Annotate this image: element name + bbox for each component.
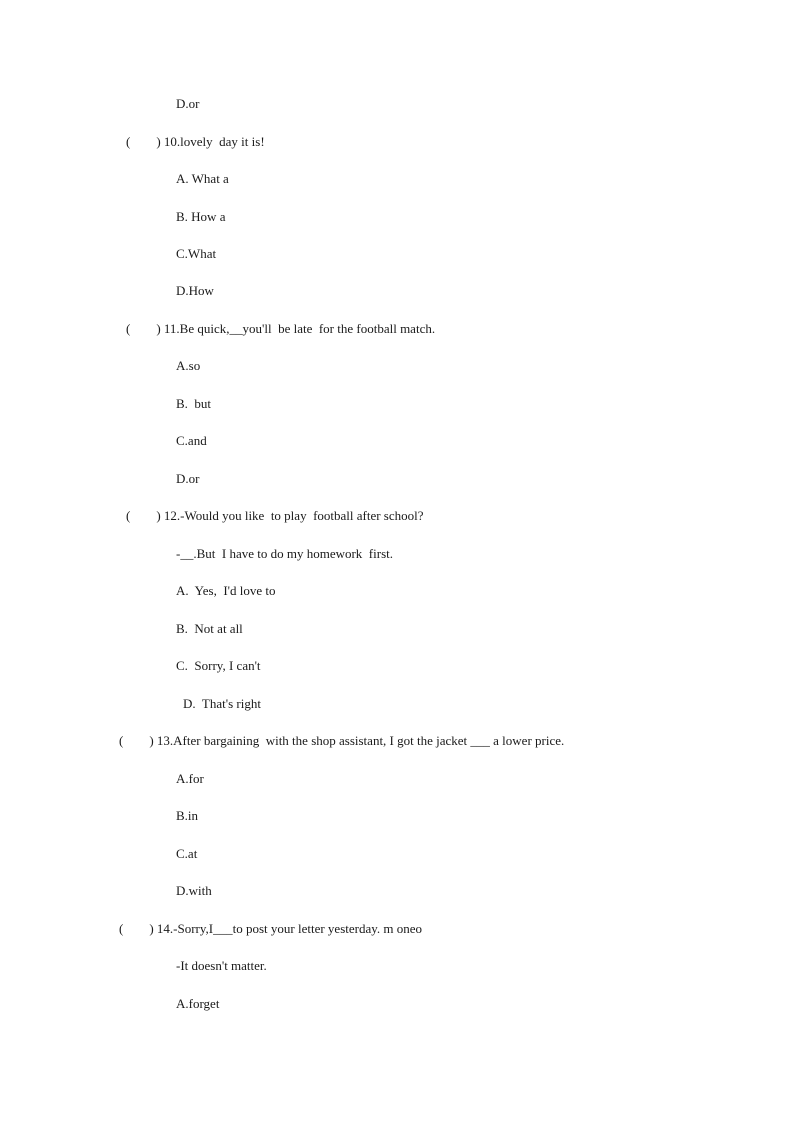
question-12-reply: -__.But I have to do my homework first. <box>176 546 393 561</box>
option-10-c: C.What <box>176 246 217 261</box>
option-10-b: B. How a <box>176 209 226 224</box>
option-11-d: D.or <box>176 471 200 486</box>
question-14-reply: -It doesn't matter. <box>176 958 267 973</box>
option-13-a: A.for <box>176 771 204 786</box>
option-11-c: C.and <box>176 433 207 448</box>
option-13-c: C.at <box>176 846 198 861</box>
option-10-a: A. What a <box>176 171 229 186</box>
option-12-b: B. Not at all <box>176 621 243 636</box>
option-12-a: A. Yes, I'd love to <box>176 583 276 598</box>
option-10-d: D.How <box>176 283 214 298</box>
option-14-a: A.forget <box>176 996 220 1011</box>
option-11-b: B. but <box>176 396 212 411</box>
option-13-b: B.in <box>176 808 199 823</box>
question-14: ( ) 14.-Sorry,I___to post your letter yesterday. m oneo <box>119 921 423 936</box>
option-11-a: A.so <box>176 358 201 373</box>
question-10: ( ) 10.lovely day it is! <box>126 134 265 149</box>
question-11: ( ) 11.Be quick,__you'll be late for the football match. <box>126 321 436 336</box>
question-13: ( ) 13.After bargaining with the shop assistant, I got the jacket ___ a lower price. <box>119 733 565 748</box>
option-13-d: D.with <box>176 883 212 898</box>
option-9-d: D.or <box>176 96 200 111</box>
option-12-c: C. Sorry, I can't <box>176 658 261 673</box>
option-12-d: D. That's right <box>183 696 261 711</box>
question-12: ( ) 12.-Would you like to play football after school? <box>126 508 424 523</box>
